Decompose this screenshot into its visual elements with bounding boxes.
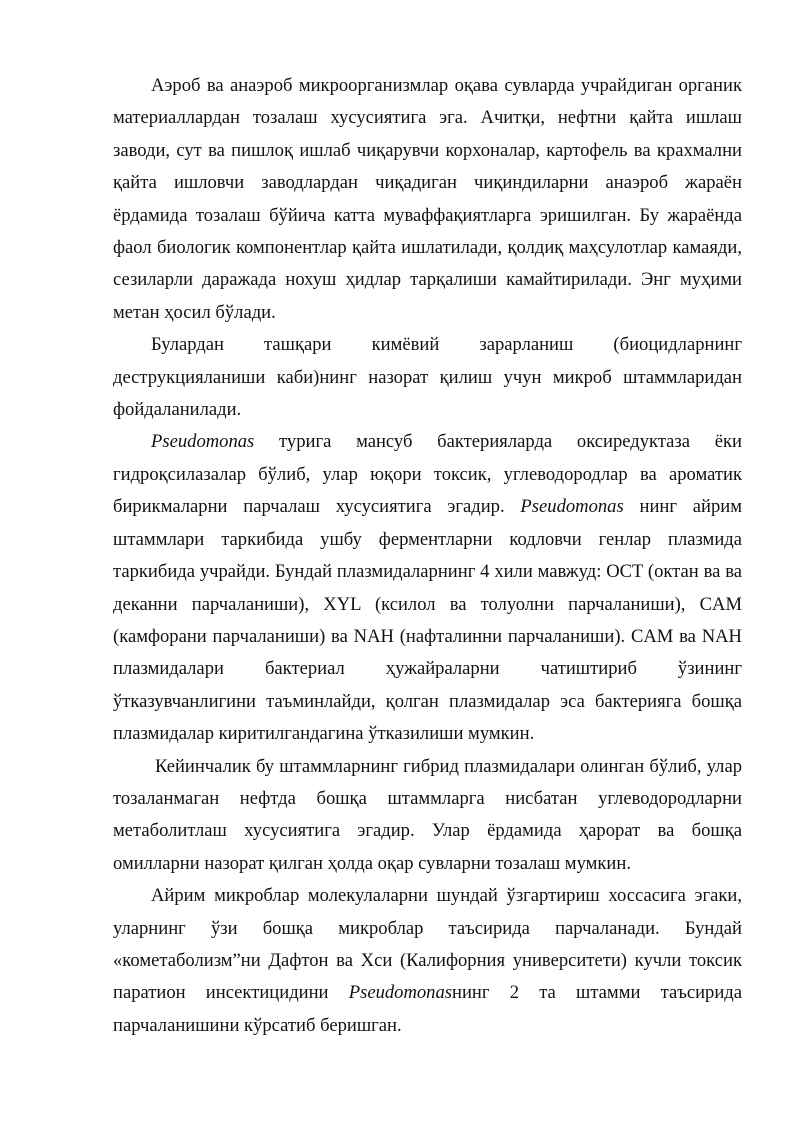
paragraph-5-text-a: Айрим микроблар молекулаларни шундай ўзгартириш хоссасига эгаки, уларнинг ўзи бошқа микроблар таъсирида парчаланади. Бундай «кометаболизм”ни Дафтон ва Хси (Калифорния университети) кучли токсик паратион инсектицидини [113, 885, 742, 1004]
paragraph-3-text-b: нинг айрим штаммлари таркибида ушбу ферментларни кодловчи генлар плазмида таркибида учрайди. Бундай плазмидаларнинг 4 хили мавжуд: OCT (октан ва ва деканни парчаланиши), XYL (ксилол ва толуолни парчаланиши), CAM (камфорани парчаланиши) ва NAH (нафталинни парчаланиши). CAM ва NAH плазмидалари бактериал ҳужайраларни чатиштириб ўзининг ўтказувчанлигини таъминлайди, қолган плазмидалар эса бактерияга бошқа плазмидалар киритилгандагина ўтказилиши мумкин. [113, 496, 742, 745]
paragraph-3-genus-name: Pseudomonas [151, 431, 255, 453]
paragraph-5-text-b: нинг 2 та штамми таъсирида парчаланишини кўрсатиб беришган. [113, 982, 742, 1036]
paragraph-4 [113, 751, 742, 881]
document-page [113, 70, 742, 1042]
paragraph-1 [113, 70, 742, 329]
paragraph-3-text-a: турига мансуб бактерияларда оксиредуктаза ёки гидроқсилазалар бўлиб, улар юқори токсик, углеводородлар ва ароматик бирикмаларни парчалаш хусусиятига эгадир. [113, 431, 742, 518]
paragraph-5 [113, 880, 742, 1042]
paragraph-1-text: Аэроб ва анаэроб микроорганизмлар оқава сувларда учрайдиган органик материаллардан тозалаш хусусиятига эга. Ачитқи, нефтни қайта ишлаш заводи, сут ва пишлоқ ишлаб чиқарувчи корхоналар, картофель ва крахмални қайта ишловчи заводлардан чиқадиган чиқиндиларни анаэроб жараён ёрдамида тозалаш бўйича катта муваффақиятларга эришилган. Бу жараёнда фаол биологик компонентлар қайта ишлатилади, қолдиқ маҳсулотлар камаяди, сезиларли даражада нохуш ҳидлар тарқалиши камайтирилади. Энг муҳими метан ҳосил бўлади. [113, 75, 742, 323]
paragraph-3-genus-name-2: Pseudomonas [520, 496, 624, 518]
paragraph-3 [113, 426, 742, 750]
paragraph-2-text: Булардан ташқари кимёвий зарарланиш (биоцидларнинг деструкцияланиши каби)нинг назорат қилиш учун микроб штаммларидан фойдаланилади. [113, 334, 742, 421]
paragraph-4-text: Кейинчалик бу штаммларнинг гибрид плазмидалари олинган бўлиб, улар тозаланмаган нефтда бошқа штаммларга нисбатан углеводородларни метаболитлаш хусусиятига эгадир. Улар ёрдамида ҳарорат ва бошқа омилларни назорат қилган ҳолда оқар сувларни тозалаш мумкин. [113, 755, 742, 874]
paragraph-2 [113, 329, 742, 426]
paragraph-5-genus-name: Pseudomonas [348, 982, 453, 1004]
